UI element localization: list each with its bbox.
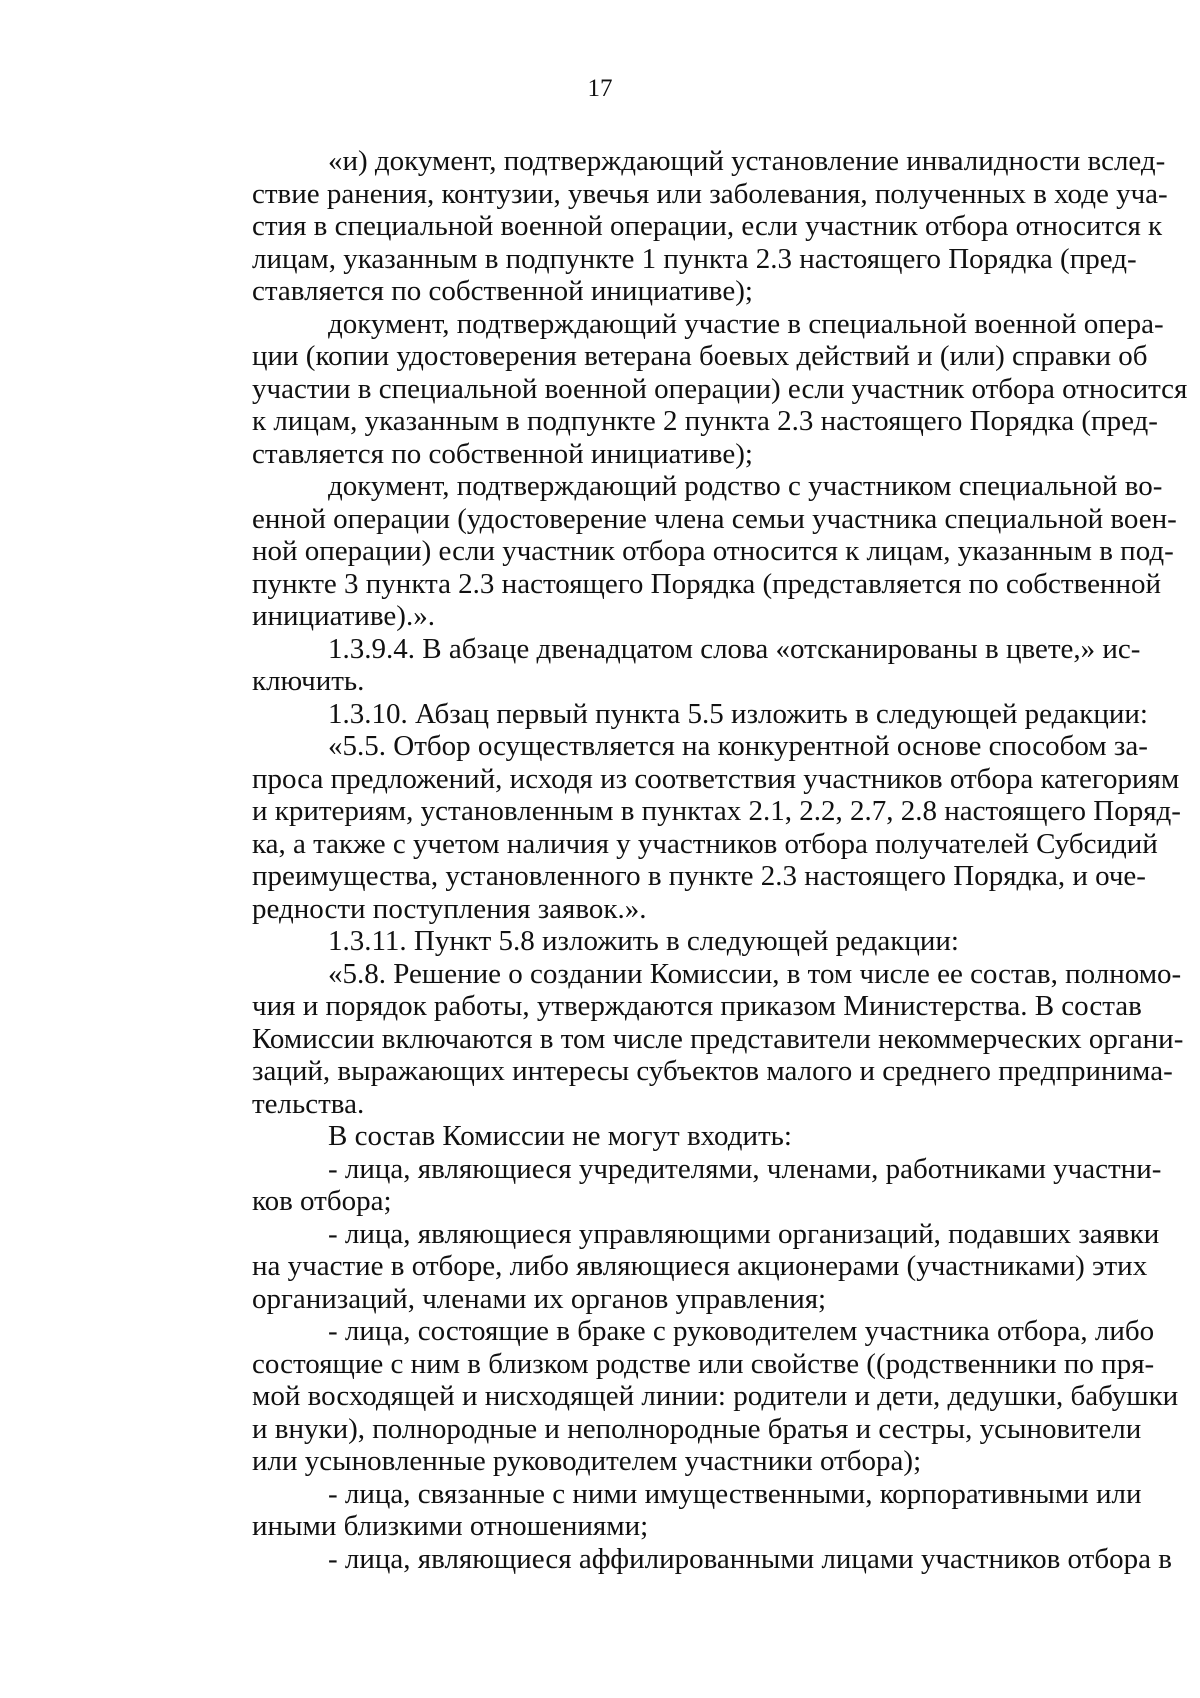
paragraph (176, 697, 1148, 731)
text-line: заций, выражающих интересы субъектов малого и среднего предпринима- (252, 1055, 1173, 1087)
text-line: ка, а также с учетом наличия у участников отбора получателей Субсидий (252, 827, 1158, 860)
text-line: - лица, являющиеся учредителями, членами, работниками участни- (328, 1152, 1162, 1185)
paragraph (176, 1477, 1142, 1543)
text-line: стия в специальной военной операции, если участник отбора относится к (252, 210, 1163, 242)
paragraph (176, 470, 1177, 633)
text-line: - лица, состоящие в браке с руководителем участника отбора, либо (328, 1315, 1155, 1347)
text-line: документ, подтверждающий участие в специальной военной опера- (328, 307, 1164, 340)
paragraph (176, 1217, 1160, 1316)
text-line: ставляется по собственной инициативе); (252, 437, 753, 470)
text-line: 1.3.10. Абзац первый пункта 5.5 изложить в следующей редакции: (328, 697, 1148, 730)
text-line: ключить. (252, 665, 365, 697)
text-line: - лица, связанные с ними имущественными, корпоративными или (328, 1477, 1142, 1510)
text-line: - лица, являющиеся управляющими организаций, подавших заявки (328, 1217, 1160, 1250)
text-line: «5.5. Отбор осуществляется на конкурентной основе способом за- (328, 730, 1148, 762)
text-line: инициативе).». (252, 600, 435, 632)
text-line: преимущества, установленного в пункте 2.3 настоящего Порядка, и оче- (252, 860, 1146, 892)
text-line: В состав Комиссии не могут входить: (328, 1120, 792, 1152)
text-line: - лица, являющиеся аффилированными лицами участников отбора в (328, 1542, 1172, 1575)
paragraph (176, 925, 1121, 958)
text-line: 1.3.9.4. В абзаце двенадцатом слова «отсканированы в цвете,» ис- (328, 632, 1141, 665)
text-line: организаций, членами их органов управления; (252, 1282, 827, 1315)
text-line: на участие в отборе, либо являющиеся акционерами (участниками) этих (252, 1250, 1148, 1282)
paragraph (176, 730, 1181, 925)
paragraph (176, 1315, 1179, 1478)
paragraph (176, 632, 1141, 698)
paragraph (176, 1152, 1162, 1218)
text-line: лицам, указанным в подпункте 1 пункта 2.3 настоящего Порядка (пред- (252, 242, 1137, 275)
text-line: иными близкими отношениями; (252, 1510, 649, 1542)
text-line: ной операции) если участник отбора относится к лицам, указанным в под- (252, 535, 1174, 567)
text-line: чия и порядок работы, утверждаются приказом Министерства. В состав (252, 990, 1142, 1022)
text-line: Комиссии включаются в том числе представители некоммерческих органи- (252, 1022, 1184, 1055)
paragraph (176, 1120, 1121, 1153)
text-line: и внуки), полнородные и неполнородные братья и сестры, усыновители (252, 1412, 1142, 1445)
text-line: ков отбора; (252, 1185, 392, 1217)
text-line: проса предложений, исходя из соответствия участников отбора категориям (252, 762, 1180, 795)
paragraph (176, 145, 1168, 308)
text-line: ставляется по собственной инициативе); (252, 275, 753, 307)
paragraph (176, 1542, 1172, 1576)
text-line: «5.8. Решение о создании Комиссии, в том числе ее состав, полномо- (328, 957, 1182, 990)
text-line: «и) документ, подтверждающий установление инвалидности вслед- (328, 145, 1166, 177)
paragraph (176, 957, 1184, 1121)
paragraph (176, 307, 1188, 471)
text-line: ствие ранения, контузии, увечья или заболевания, полученных в ходе уча- (252, 177, 1168, 210)
text-line: пункте 3 пункта 2.3 настоящего Порядка (представляется по собственной (252, 567, 1162, 600)
text-line: редности поступления заявок.». (252, 892, 647, 925)
text-line: или усыновленные руководителем участники отбора); (252, 1445, 922, 1477)
document-body (176, 145, 1188, 1575)
text-line: ции (копии удостоверения ветерана боевых действий и (или) справки об (252, 340, 1148, 372)
page-number: 17 (587, 75, 613, 102)
text-line: тельства. (252, 1087, 365, 1120)
text-line: участии в специальной военной операции) если участник отбора относится (252, 372, 1188, 405)
text-line: документ, подтверждающий родство с участником специальной во- (328, 470, 1163, 502)
text-line: и критериям, установленным в пунктах 2.1, 2.2, 2.7, 2.8 настоящего Поряд- (252, 795, 1181, 827)
text-line: 1.3.11. Пункт 5.8 изложить в следующей редакции: (328, 925, 959, 957)
text-line: мой восходящей и нисходящей линии: родители и дети, дедушки, бабушки (252, 1380, 1179, 1412)
text-line: к лицам, указанным в подпункте 2 пункта 2.3 настоящего Порядка (пред- (252, 405, 1158, 437)
text-line: состоящие с ним в близком родстве или свойстве ((родственники по пря- (252, 1347, 1155, 1380)
text-line: енной операции (удостоверение члена семьи участника специальной воен- (252, 502, 1177, 535)
